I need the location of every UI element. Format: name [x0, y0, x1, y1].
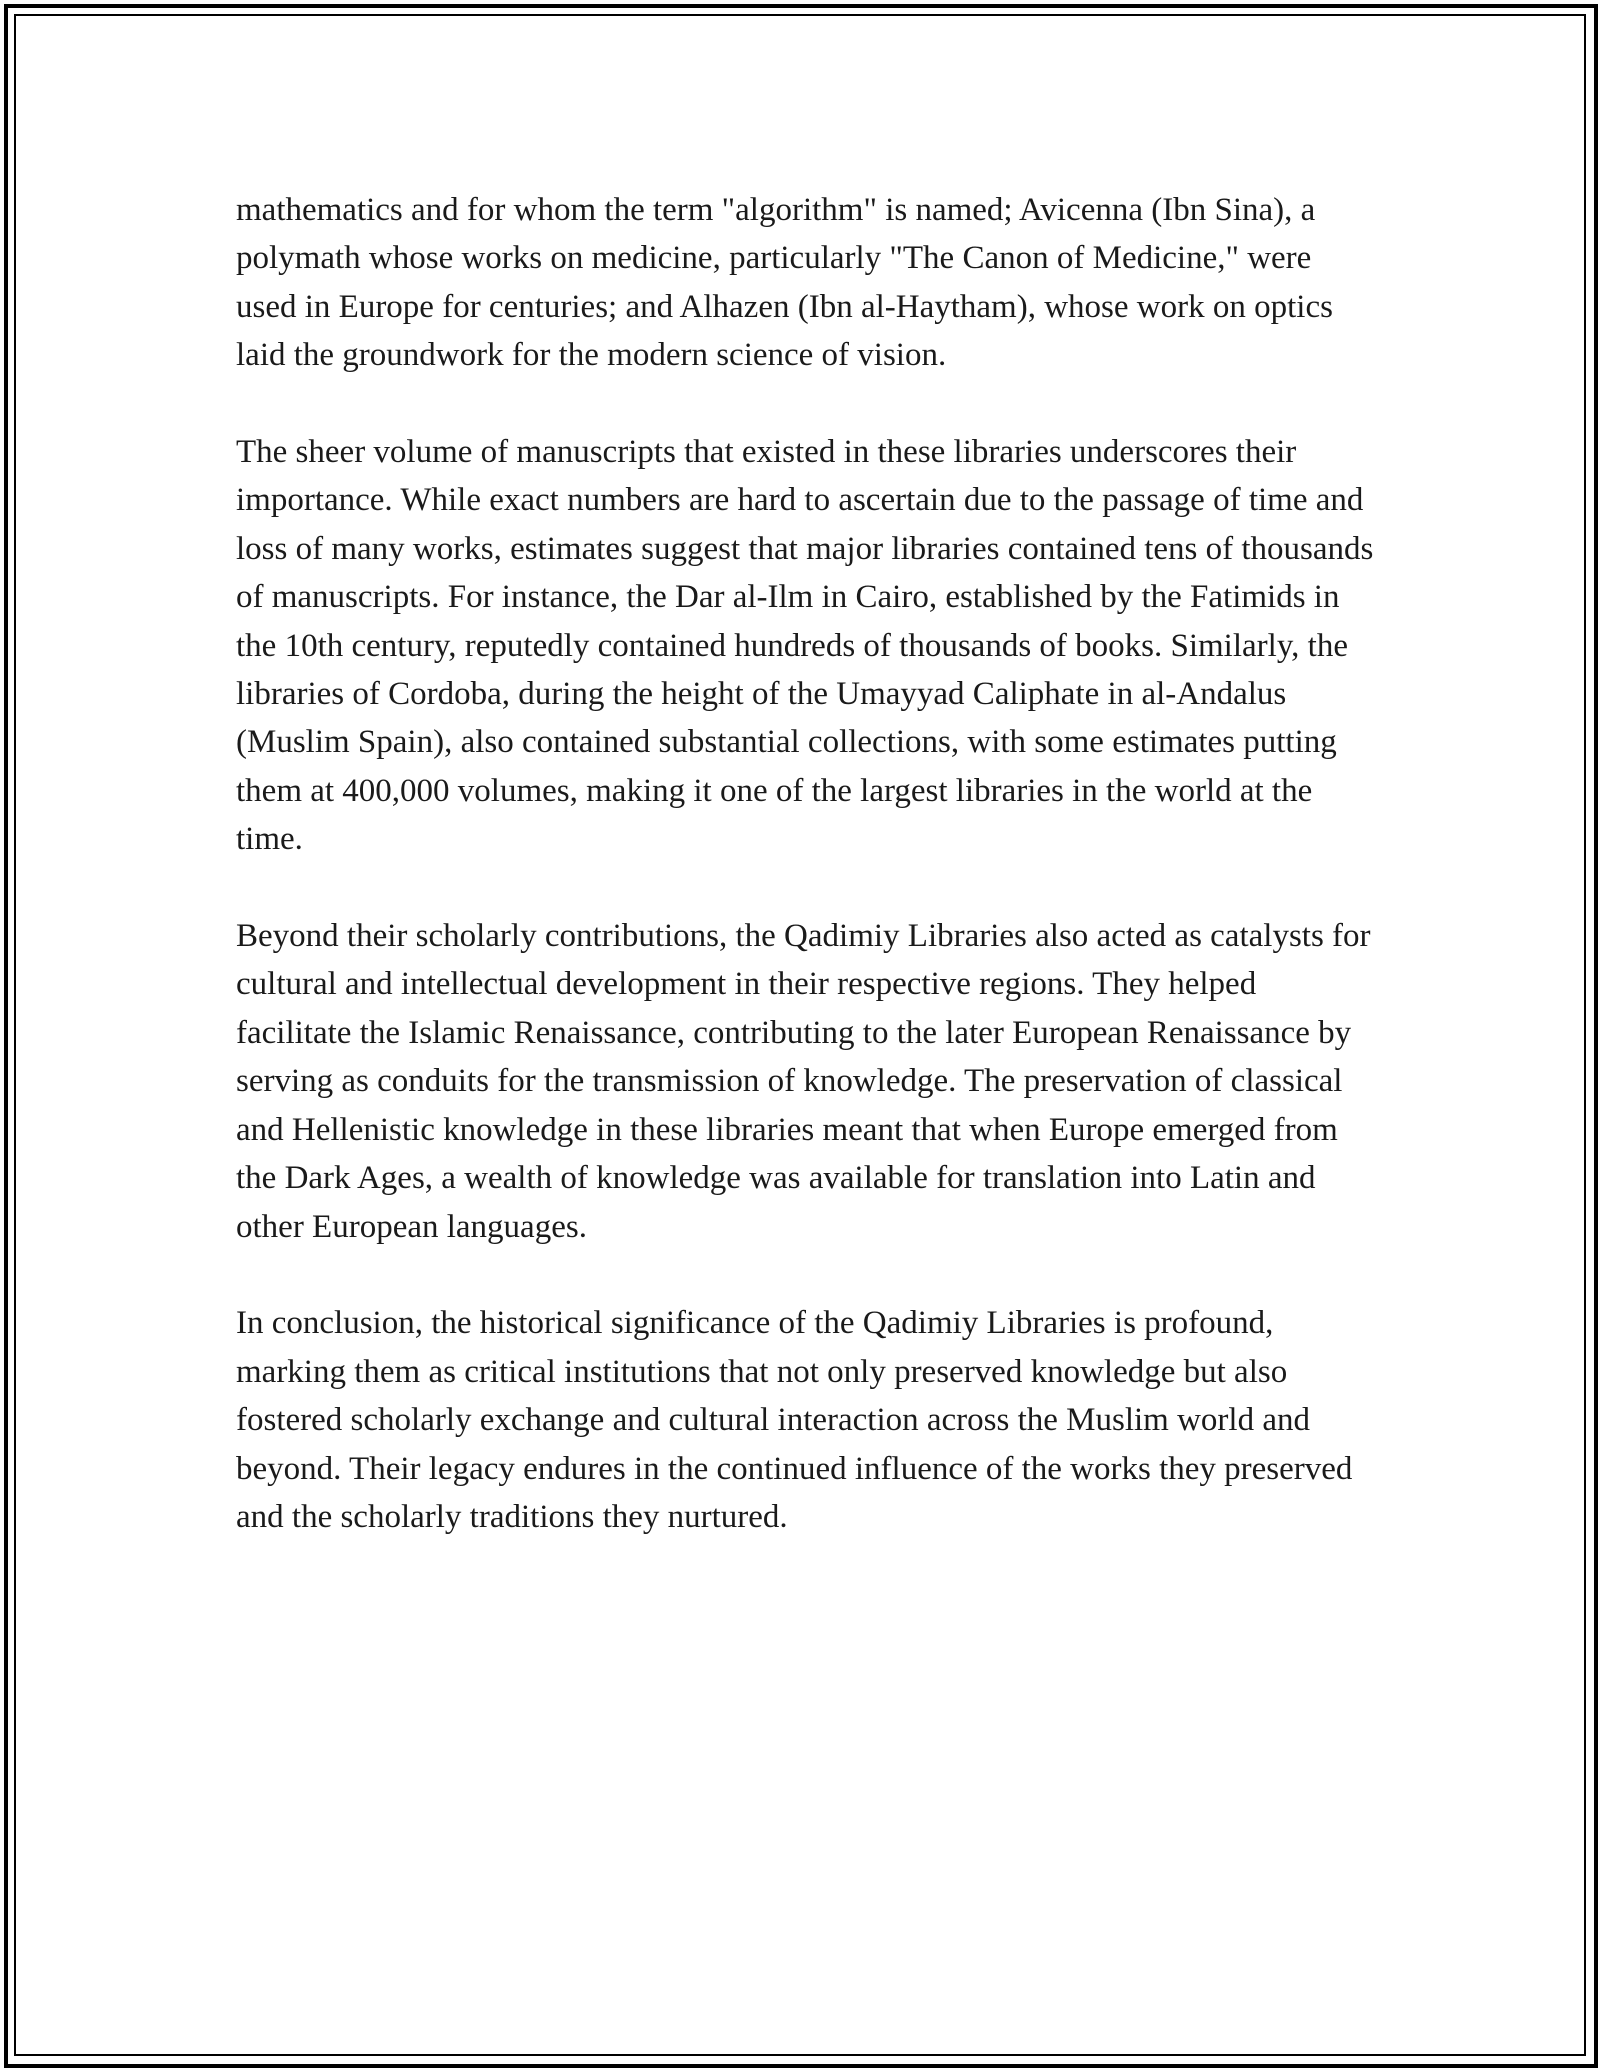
document-body [236, 186, 1376, 1590]
paragraph-3: Beyond their scholarly contributions, the Qadimiy Libraries also acted as catalysts for cultural and intellectual development in their respective regions. They helped facilitate the Islamic Renaissance, contributing to the later European Renaissance by serving as conduits for the transmission of knowledge. The preservation of classical and Hellenistic knowledge in these libraries meant that when Europe emerged from the Dark Ages, a wealth of knowledge was available for translation into Latin and other European languages. [236, 918, 1371, 1245]
paragraph-1: mathematics and for whom the term "algorithm" is named; Avicenna (Ibn Sina), a polymath whose works on medicine, particularly "The Canon of Medicine," were used in Europe for centuries; and Alhazen (Ibn al-Haytham), whose work on optics laid the groundwork for the modern science of vision. [236, 192, 1333, 374]
paragraph-2: The sheer volume of manuscripts that existed in these libraries underscores their importance. While exact numbers are hard to ascertain due to the passage of time and loss of many works, estimates suggest that major libraries contained tens of thousands of manuscripts. For instance, the Dar al-Ilm in Cairo, established by the Fatimids in the 10th century, reputedly contained hundreds of thousands of books. Similarly, the libraries of Cordoba, during the height of the Umayyad Caliphate in al-Andalus (Muslim Spain), also contained substantial collections, with some estimates putting them at 400,000 volumes, making it one of the largest libraries in the world at the time. [236, 434, 1374, 858]
paragraph-4: In conclusion, the historical significance of the Qadimiy Libraries is profound, marking them as critical institutions that not only preserved knowledge but also fostered scholarly exchange and cultural interaction across the Muslim world and beyond. Their legacy endures in the continued influence of the works they preserved and the scholarly traditions they nurtured. [236, 1305, 1353, 1535]
